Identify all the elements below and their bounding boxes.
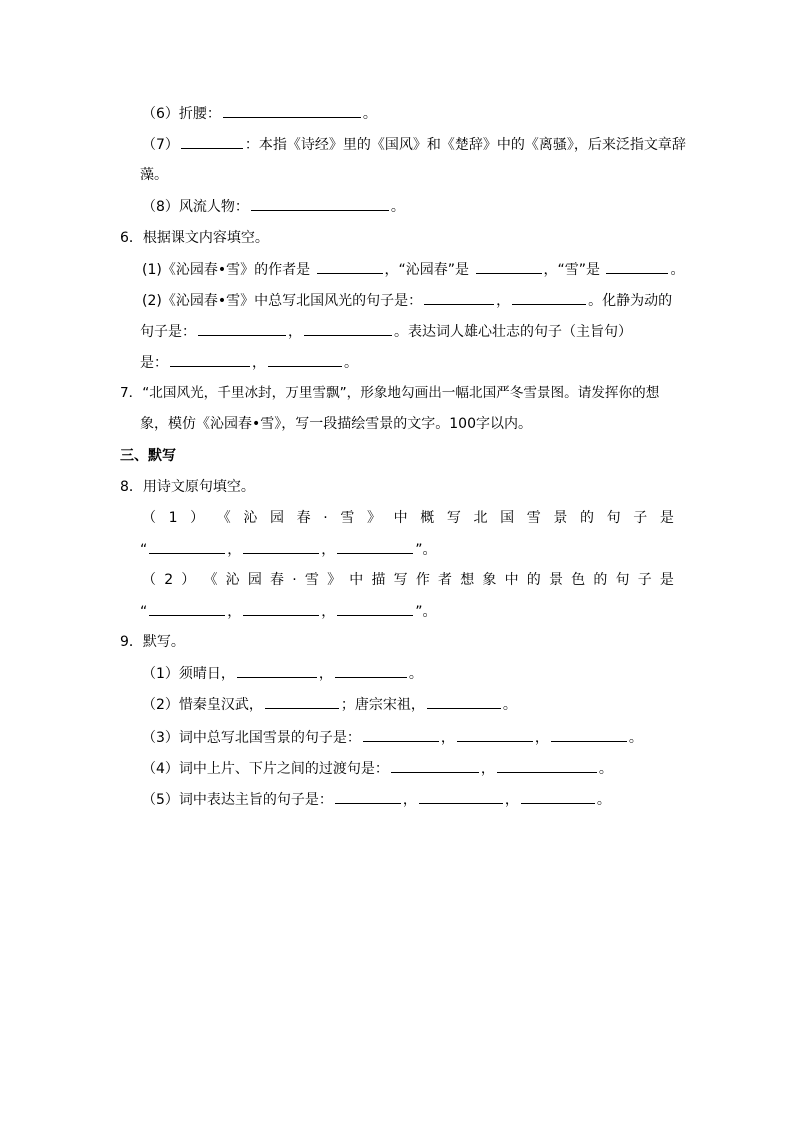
answer-blank[interactable] bbox=[149, 539, 225, 554]
question-9-part-3 bbox=[142, 727, 643, 747]
punct: 。 bbox=[362, 106, 377, 122]
answer-blank[interactable] bbox=[427, 694, 501, 709]
answer-blank[interactable] bbox=[337, 601, 413, 616]
punct: ， bbox=[321, 542, 336, 558]
answer-blank[interactable] bbox=[265, 694, 339, 709]
q6-s2-text-c: 句子是： bbox=[140, 324, 196, 340]
answer-blank[interactable] bbox=[304, 321, 392, 336]
answer-blank[interactable] bbox=[363, 727, 439, 742]
answer-blank[interactable] bbox=[223, 103, 361, 118]
q6-s1-text-a: (1)《沁园春•雪》的作者是 bbox=[142, 262, 311, 278]
punct: 。 bbox=[390, 199, 405, 215]
punct: ， bbox=[504, 792, 519, 808]
question-9-part-1 bbox=[142, 663, 423, 683]
q6-s2-text-d: 。表达词人雄心壮志的句子（主旨句） bbox=[394, 324, 632, 340]
question-6-part-1 bbox=[142, 259, 684, 279]
question-6-title: 6．根据课文内容填空。 bbox=[120, 230, 269, 246]
answer-blank[interactable] bbox=[337, 539, 413, 554]
answer-blank[interactable] bbox=[457, 727, 533, 742]
question-9-title: 9．默写。 bbox=[120, 634, 185, 650]
justified-char: 》 bbox=[327, 572, 342, 588]
q9-s1-text: （1）须晴日， bbox=[142, 666, 235, 682]
question-7-line-2: 象，模仿《沁园春•雪》，写一段描绘雪景的文字。100字以内。 bbox=[140, 416, 532, 432]
punct: ， bbox=[496, 293, 511, 309]
justified-char: 象 bbox=[482, 572, 497, 588]
justified-char: 子 bbox=[633, 510, 648, 526]
punct: “ bbox=[140, 604, 148, 620]
answer-blank[interactable] bbox=[198, 321, 286, 336]
justified-char: 是 bbox=[659, 510, 674, 526]
justified-char: 者 bbox=[438, 572, 452, 588]
answer-blank[interactable] bbox=[243, 601, 319, 616]
answer-blank[interactable] bbox=[335, 663, 407, 678]
justified-char: ） bbox=[181, 572, 196, 588]
justified-char: 写 bbox=[446, 510, 461, 526]
question-8-part-2 bbox=[142, 570, 674, 590]
punct: ， bbox=[480, 761, 495, 777]
justified-char: 写 bbox=[393, 572, 408, 588]
punct: ”。 bbox=[415, 542, 437, 558]
item-7-cont-text: 藻。 bbox=[140, 167, 168, 183]
punct: ， bbox=[288, 324, 302, 340]
answer-blank[interactable] bbox=[237, 663, 317, 678]
item-7-text: ：本指《诗经》里的《国风》和《楚辞》中的《离骚》，后来泛指文章辞 bbox=[244, 137, 686, 153]
punct: ， bbox=[227, 604, 242, 620]
answer-blank[interactable] bbox=[391, 758, 479, 773]
q9-s2-text-a: （2）惜秦皇汉武， bbox=[142, 697, 263, 713]
justified-char: 色 bbox=[571, 572, 586, 588]
question-6-part-2 bbox=[142, 290, 672, 310]
justified-char: 沁 bbox=[243, 510, 258, 526]
punct: ， bbox=[534, 730, 549, 746]
justified-char: 《 bbox=[203, 572, 218, 588]
justified-char: （ bbox=[142, 572, 156, 588]
punct: ， bbox=[227, 542, 242, 558]
justified-char: 的 bbox=[593, 572, 608, 588]
justified-char: · bbox=[323, 510, 328, 526]
justified-char: 中 bbox=[349, 572, 364, 588]
item-8 bbox=[142, 196, 405, 216]
justified-char: 雪 bbox=[526, 510, 541, 526]
answer-blank[interactable] bbox=[419, 789, 503, 804]
q6-s1-text-c: ，“雪”是 bbox=[543, 262, 601, 278]
item-7-label: （7） bbox=[142, 137, 179, 153]
justified-char: 2 bbox=[164, 572, 174, 588]
q6-s2-text-e: 是： bbox=[140, 355, 168, 371]
q9-s2-text-b: ；唐宗宋祖， bbox=[340, 697, 425, 713]
answer-blank[interactable] bbox=[521, 789, 595, 804]
answer-blank[interactable] bbox=[335, 789, 401, 804]
punct: ， bbox=[321, 604, 336, 620]
answer-blank[interactable] bbox=[251, 196, 389, 211]
section-3-heading: 三、默写 bbox=[120, 448, 176, 464]
justified-char: 想 bbox=[460, 572, 475, 588]
item-7 bbox=[142, 134, 686, 154]
justified-char: 春 bbox=[270, 572, 285, 588]
answer-blank[interactable] bbox=[512, 290, 586, 305]
punct: 。 bbox=[502, 697, 517, 713]
q6-s2-text-a: (2)《沁园春•雪》中总写北国风光的句子是： bbox=[142, 293, 423, 309]
punct: ， bbox=[318, 666, 333, 682]
answer-blank[interactable] bbox=[268, 352, 342, 367]
answer-blank[interactable] bbox=[476, 259, 542, 274]
justified-char: 《 bbox=[216, 510, 231, 526]
punct: 。 bbox=[596, 792, 611, 808]
question-8-part-1-blanks bbox=[140, 539, 437, 559]
justified-char: ） bbox=[190, 510, 205, 526]
justified-char: 沁 bbox=[225, 572, 240, 588]
answer-blank[interactable] bbox=[181, 134, 243, 149]
question-9-part-4 bbox=[142, 758, 613, 778]
justified-char: 句 bbox=[606, 510, 621, 526]
punct: 。 bbox=[344, 355, 358, 371]
question-9-part-5 bbox=[142, 789, 611, 809]
justified-char: 中 bbox=[393, 510, 408, 526]
question-8-title: 8．用诗文原句填空。 bbox=[120, 479, 255, 495]
question-7-line-1: 7．“北国风光，千里冰封，万里雪飘”，形象地勾画出一幅北国严冬雪景图。请发挥你的想 bbox=[120, 385, 660, 401]
justified-char: 》 bbox=[367, 510, 381, 526]
justified-char: 景 bbox=[553, 510, 568, 526]
answer-blank[interactable] bbox=[497, 758, 597, 773]
punct: ， bbox=[252, 355, 266, 371]
justified-char: 雪 bbox=[304, 572, 319, 588]
q9-s5-text: （5）词中表达主旨的句子是： bbox=[142, 792, 333, 808]
justified-char: 1 bbox=[168, 510, 178, 526]
answer-blank[interactable] bbox=[170, 352, 250, 367]
justified-char: 概 bbox=[420, 510, 435, 526]
justified-char: 雪 bbox=[340, 510, 355, 526]
item-7-continued bbox=[140, 165, 168, 185]
answer-blank[interactable] bbox=[424, 290, 494, 305]
punct: ， bbox=[440, 730, 455, 746]
punct: ， bbox=[402, 792, 417, 808]
answer-blank[interactable] bbox=[317, 259, 383, 274]
q9-s4-text: （4）词中上片、下片之间的过渡句是： bbox=[142, 761, 389, 777]
justified-char: 句 bbox=[615, 572, 630, 588]
justified-char: 景 bbox=[548, 572, 563, 588]
item-6-label: （6）折腰： bbox=[142, 106, 221, 122]
justified-char: 的 bbox=[526, 572, 541, 588]
answer-blank[interactable] bbox=[606, 259, 668, 274]
punct: 。 bbox=[408, 666, 423, 682]
justified-char: 国 bbox=[500, 510, 515, 526]
punct: “ bbox=[140, 542, 148, 558]
justified-char: 园 bbox=[247, 572, 262, 588]
punct: ”。 bbox=[415, 604, 437, 620]
justified-char: 春 bbox=[296, 510, 311, 526]
question-6-part-2-line-3 bbox=[140, 352, 358, 372]
justified-char: 北 bbox=[473, 510, 488, 526]
justified-char: 子 bbox=[637, 572, 652, 588]
justified-char: 描 bbox=[371, 572, 386, 588]
item-6 bbox=[142, 103, 377, 123]
justified-char: · bbox=[292, 572, 297, 588]
punct: 。 bbox=[628, 730, 643, 746]
justified-char: 园 bbox=[270, 510, 285, 526]
justified-char: （ bbox=[142, 510, 156, 526]
punct: 。 bbox=[598, 761, 613, 777]
answer-blank[interactable] bbox=[149, 601, 225, 616]
q6-s2-text-b: 。化静为动的 bbox=[588, 293, 673, 309]
justified-char: 是 bbox=[659, 572, 674, 588]
justified-char: 中 bbox=[504, 572, 519, 588]
answer-blank[interactable] bbox=[551, 727, 627, 742]
justified-char: 作 bbox=[415, 572, 430, 588]
answer-blank[interactable] bbox=[243, 539, 319, 554]
question-8-part-2-blanks bbox=[140, 601, 437, 621]
q6-s1-text-b: ，“沁园春”是 bbox=[384, 262, 470, 278]
punct: 。 bbox=[670, 262, 685, 278]
q9-s3-text: （3）词中总写北国雪景的句子是： bbox=[142, 730, 361, 746]
item-8-label: （8）风流人物： bbox=[142, 199, 249, 215]
question-9-part-2 bbox=[142, 694, 517, 714]
justified-char: 的 bbox=[580, 510, 594, 526]
question-8-part-1 bbox=[142, 508, 674, 528]
question-6-part-2-line-2 bbox=[140, 321, 632, 341]
